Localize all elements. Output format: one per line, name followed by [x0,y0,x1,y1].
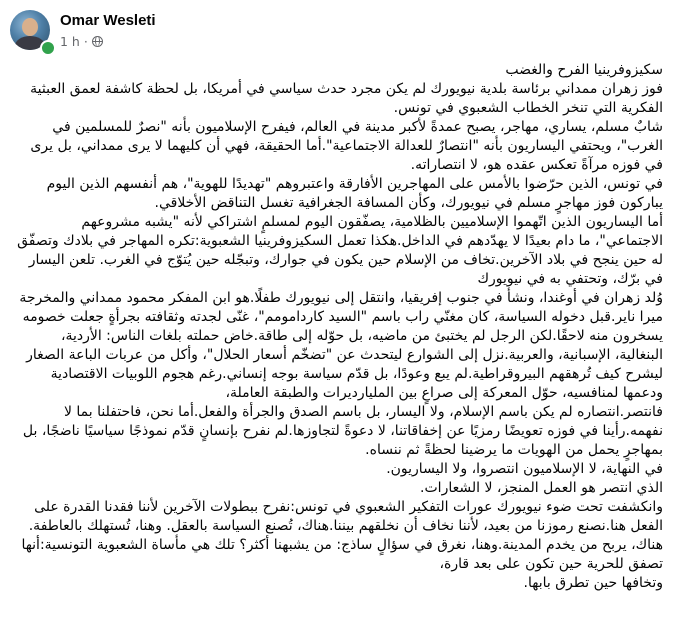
post-paragraph: الذي انتصر هو العمل المنجز، لا الشعارات. [420,480,663,496]
post-paragraph: وانكشفت تحت ضوء نيويورك عورات التفكير الشعبوي في تونس:نفرح ببطولات الآخرين لأننا فقدنا القدرة على الفعل هنا.نصنع رموزنا من بعيد، لأننا نخاف أن نخلقهم بيننا.هناك، تُصنع السياسة بالعقل. وهنا، تُستهلك بالعاطفة. [28,499,663,534]
post-text [11,61,663,593]
post-timestamp[interactable]: 1 h [60,34,80,49]
globe-icon[interactable] [92,36,103,47]
post-paragraph: هناك، يربح من يخدم المدينة.وهنا، نغرق في سؤالٍ ساذج: من يشبهنا أكثر؟ تلك هي مأساة الشعبوية التونسية:أنها تصفق للحرية حين تكون على بعد قارة، [21,537,663,572]
post-header [10,10,670,54]
author-name[interactable]: Omar Wesleti [60,12,156,29]
post-meta [60,34,103,49]
post-paragraph: فانتصر.انتصاره لم يكن باسم الإسلام، ولا اليسار، بل باسم الصدق والجرأة والفعل.أما نحن، فاحتفلنا بما لا نفهمه.رأينا في فوزه تعويضًا رمزيًا عن إخفاقاتنا، لا دعوةً لتجاوزها.لم نفرح بإنسانٍ قدّم نموذجًا سياسيًا ناضجًا، بل بمهاجرٍ يحمل من الهويات ما يرضينا لحظةً ثم ننساه. [22,404,663,458]
post-paragraph: وتخافها حين تطرق بابها. [523,575,663,591]
post-paragraph: أما اليساريون الذين اتّهموا الإسلاميين بالظلامية، يصفّقون اليوم لمسلمٍ اشتراكي لأنه "يشبه مشروعهم الاجتماعي"، ما دام بعيدًا لا يهدّدهم في الداخل.هكذا تعمل السكيزوفرينيا الشعبوية:تكره المهاجر في بلادك وتصفّق له حين ينجح في بلاد الآخرين.تخاف من الإسلام حين يكون في جوارك، وتبجّله حين يُتوّج في الغرب. تلعن اليسار في برّك، وتحتفي به في نيويورك [17,214,663,287]
post-paragraph: في النهاية، لا الإسلاميون انتصروا، ولا اليساريون. [386,461,663,477]
post-paragraph-title: سكيزوفرينيا الفرح والغضب [505,62,663,78]
online-status-icon [40,40,56,56]
post-paragraph: وُلد زهران في أوغندا، ونشأ في جنوب إفريقيا، وانتقل إلى نيويورك طفلًا.هو ابن المفكر محمود ممداني والمخرجة ميرا ناير.قبل دخوله السياسة، كان مغنّي راب باسم "السيد كاردامومم"، غنّى لجدته وثقافته بجرأةٍ جعلت خصومه يسخرون منه لاحقًا.لكن الرجل لم يختبئ من ماضيه، بل حوّله إلى طاقة.خاض حملته بلغات الناس: الأردية، البنغالية، الإسبانية، والعربية.نزل إلى الشوارع ليتحدث عن "تضخّم أسعار الحلال"، وأكل من عربات الباعة الصغار ليشرح كيف تُرهقهم البيروقراطية.لم يبع وعودًا، بل قدّم سياسة بوجه إنساني.رغم هجوم اللوبيات الاقتصادية ودعمها لمنافسيه، حوّل المعركة إلى صراعٍ بين المليارديرات والطبقة العاملة، [19,290,663,401]
meta-separator: · [83,34,88,49]
avatar-face [22,18,38,36]
post-paragraph: شابٌ مسلم، يساري، مهاجر، يصبح عمدةً لأكبر مدينة في العالم، فيفرح الإسلاميون بأنه "نصرٌ للمسلمين في الغرب"، ويحتفي اليساريون بأنه "انتصارٌ للعدالة الاجتماعية".أما الحقيقة، فهي أن كليهما لا يرى ممداني، بل يرى في فوزه مرآةً تعكس عقده هو، لا انتصاراته. [30,119,663,173]
post-paragraph: فوز زهران ممداني برئاسة بلدية نيويورك لم يكن مجرد حدث سياسي في أمريكا، بل لحظة كاشفة لعمق العبثية الفكرية التي تنخر الخطاب الشعبوي في تونس. [30,81,663,116]
post-paragraph: في تونس، الذين حرّضوا بالأمس على المهاجرين الأفارقة واعتبروهم "تهديدًا للهوية"، هم أنفسهم الذين اليوم يباركون فوز مهاجرٍ مسلم في نيويورك، وكأن المسافة الجغرافية تغسل التناقض الأخلاقي. [46,176,663,211]
